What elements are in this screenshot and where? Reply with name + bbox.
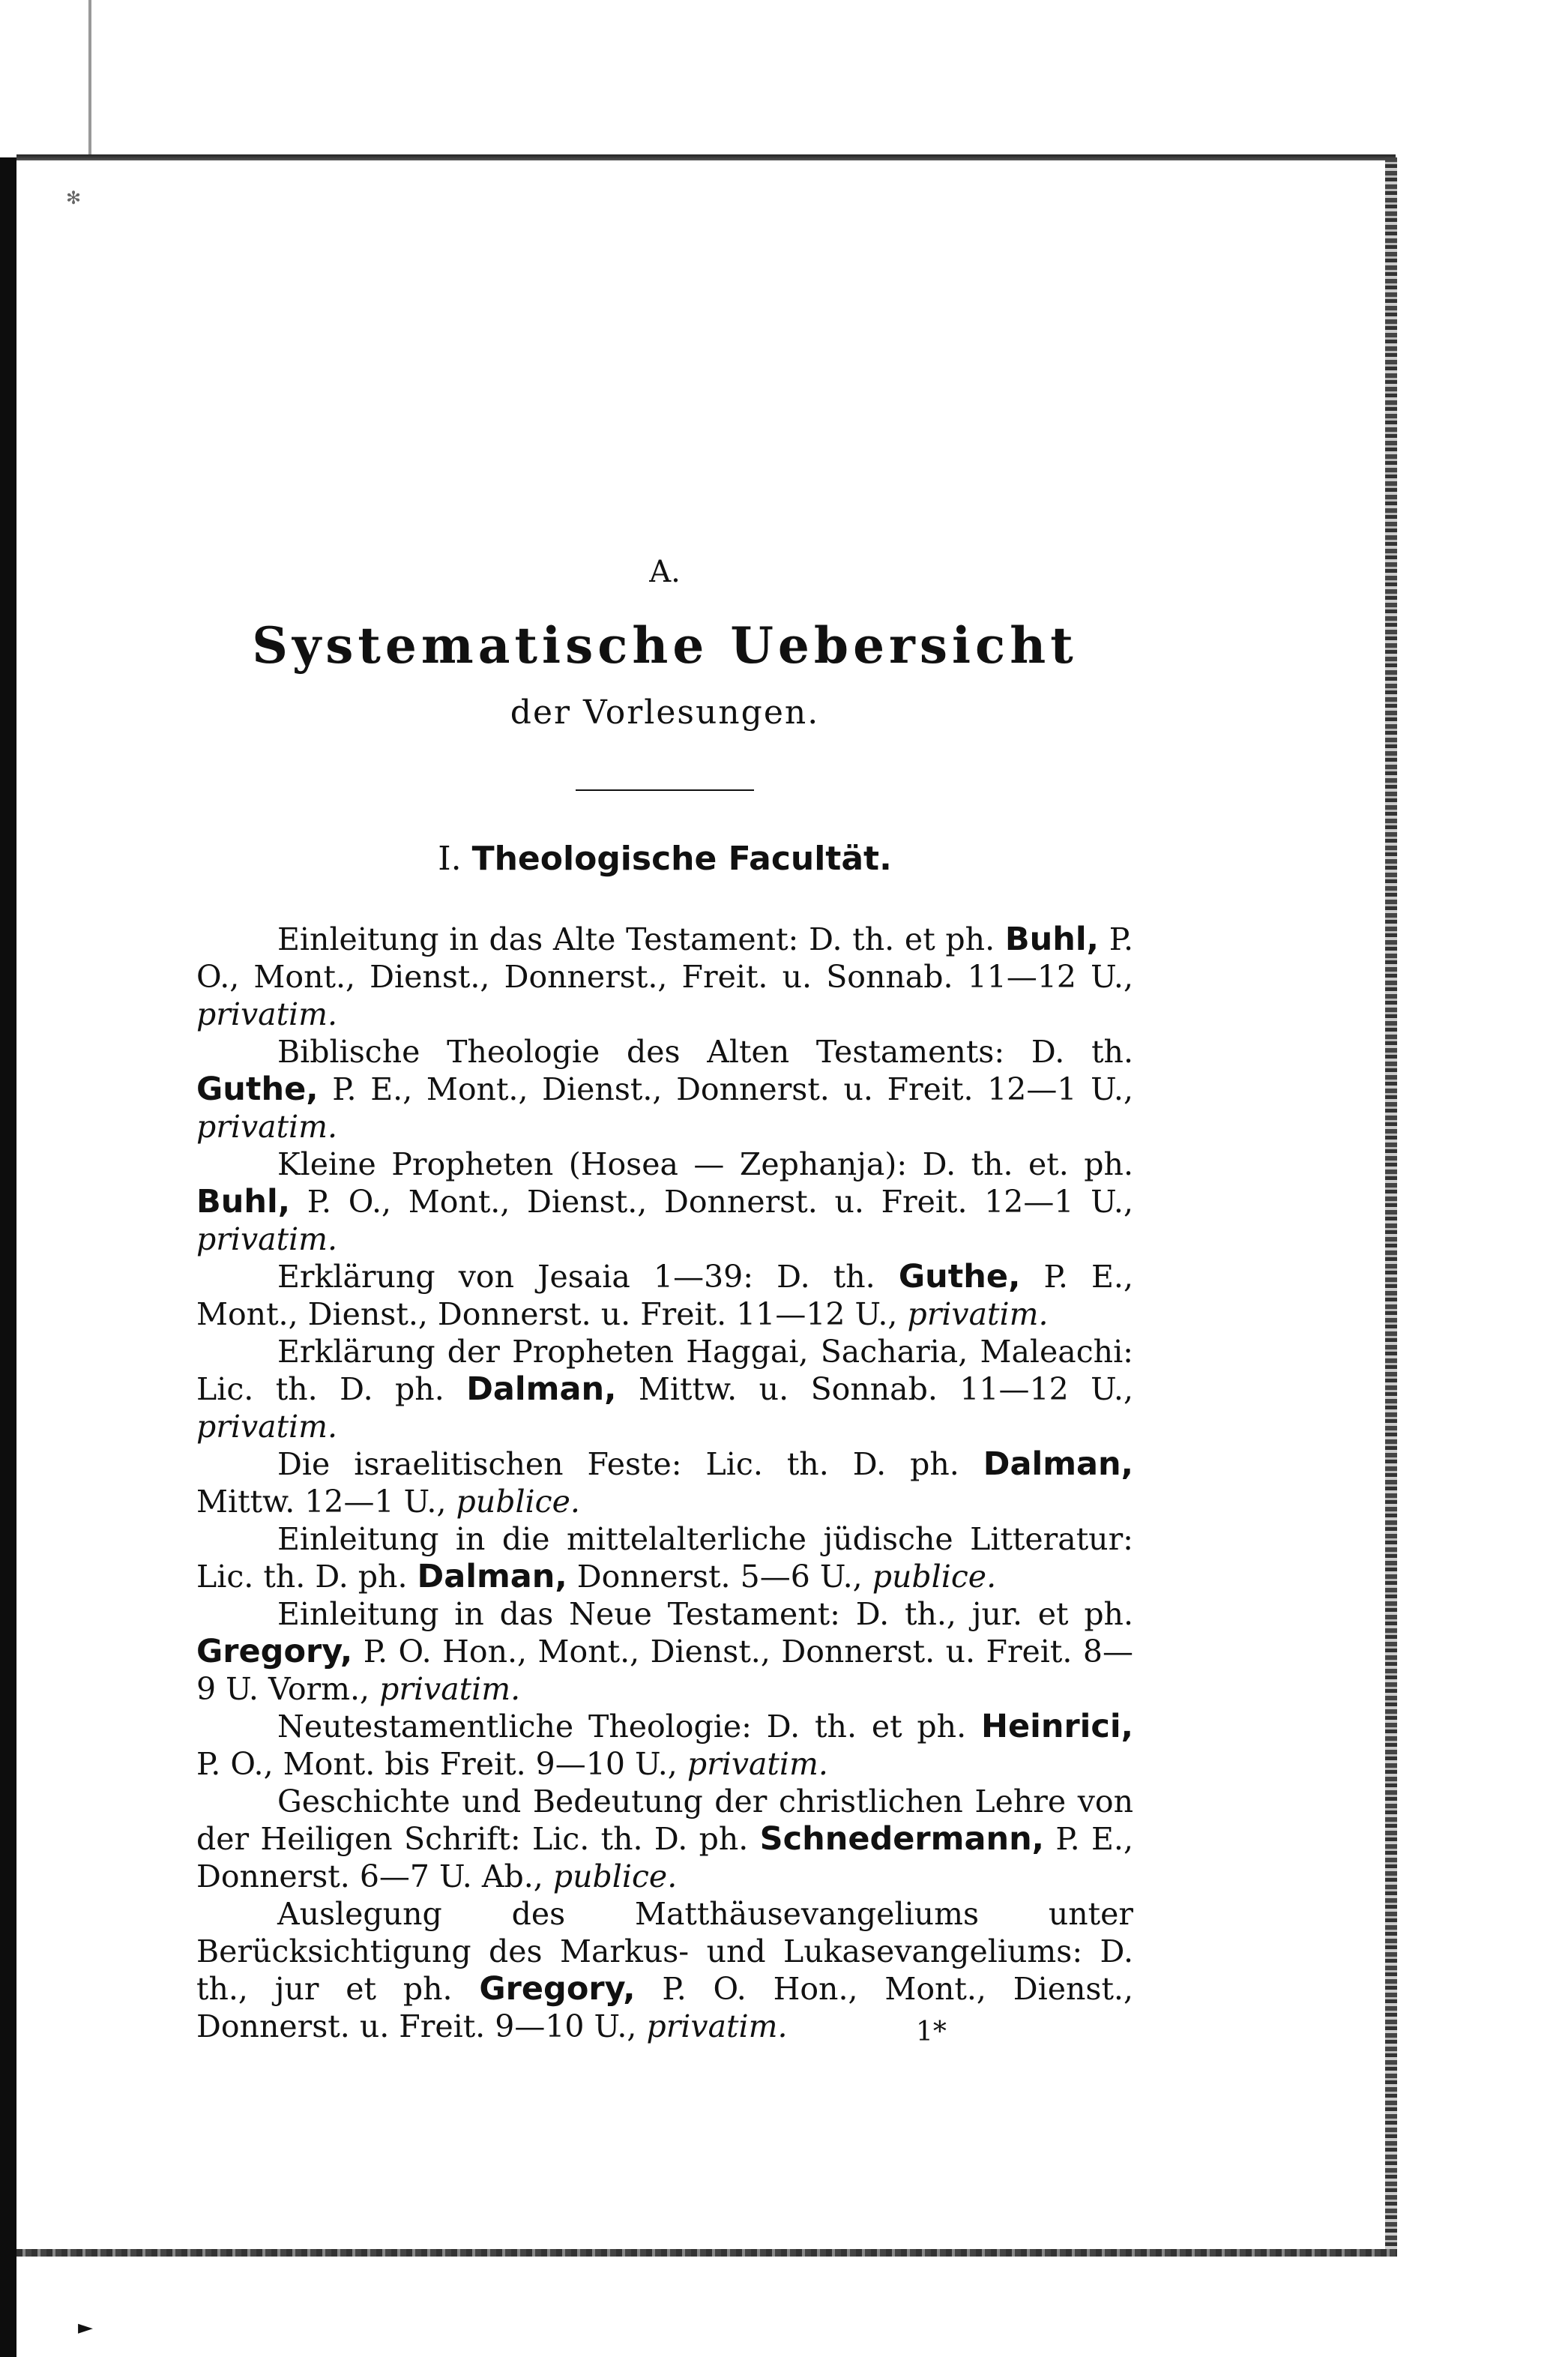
faculty-heading <box>196 840 1133 878</box>
course-mode: privatim. <box>687 1746 828 1782</box>
lecture-entry <box>196 1520 1133 1595</box>
lecture-entry <box>196 1333 1133 1445</box>
faculty-name: Theologische Facultät. <box>471 840 892 878</box>
course-mode: privatim. <box>907 1296 1049 1332</box>
course-mode: privatim. <box>196 996 338 1032</box>
lecturer-name: Schnedermann, <box>759 1820 1045 1858</box>
course-mode: publice. <box>872 1559 997 1595</box>
lecturer-name: Guthe, <box>196 1071 319 1108</box>
lecturer-name: Heinrici, <box>980 1708 1133 1745</box>
course-details: Donnerst. 5—6 U., <box>576 1559 863 1595</box>
course-mode: publice. <box>552 1858 678 1894</box>
course-mode: privatim. <box>196 1221 338 1257</box>
scan-artifact-top-stub <box>88 0 91 154</box>
course-title: Biblische Theologie des Alten Testaments: D. th. <box>277 1034 1133 1070</box>
course-mode: privatim. <box>196 1409 338 1445</box>
course-title: Erklärung der Propheten Haggai, Sacharia, Maleachi: Lic. th. D. ph. <box>196 1334 1133 1407</box>
course-details: P. O., Mont., Dienst., Donnerst. u. Freit. 12—1 U., <box>307 1184 1133 1220</box>
course-mode: privatim. <box>379 1671 521 1707</box>
course-title: Einleitung in das Alte Testament: D. th. et ph. <box>277 921 995 957</box>
lecturer-name: Dalman, <box>466 1370 617 1408</box>
course-details: P. E., Mont., Dienst., Donnerst. u. Freit. 12—1 U., <box>332 1071 1133 1107</box>
lecture-entry <box>196 1595 1133 1708</box>
course-title: Auslegung des Matthäusevangeliums unter Berücksichtigung des Markus- und Lukasevangeliums: D. th., jur et ph. <box>196 1896 1133 2007</box>
course-title: Neutestamentliche Theologie: D. th. et ph. <box>277 1709 967 1745</box>
scan-artifact-bottom-edge <box>16 2249 1397 2257</box>
lecture-entry <box>196 921 1133 1033</box>
faculty-number: I. <box>438 840 462 878</box>
page-title: Systematische Uebersicht <box>252 616 1078 675</box>
lecturer-name: Gregory, <box>196 1633 353 1670</box>
course-title: Kleine Propheten (Hosea — Zephanja): D. th. et. ph. <box>277 1146 1133 1182</box>
signature-mark: 1* <box>916 2017 947 2047</box>
scan-speck-icon: ✻ <box>66 187 82 208</box>
course-title: Einleitung in das Neue Testament: D. th., jur. et ph. <box>277 1596 1133 1632</box>
course-details: Mittw. u. Sonnab. 11—12 U., <box>638 1371 1133 1407</box>
scan-artifact-left-edge <box>0 157 16 2357</box>
course-details: P. E., Donnerst. 6—7 U. Ab., <box>196 1821 1133 1894</box>
lecture-entry <box>196 1708 1133 1783</box>
title-divider <box>576 789 754 791</box>
lecturer-name: Guthe, <box>898 1258 1021 1295</box>
course-title: Erklärung von Jesaia 1—39: D. th. <box>277 1259 875 1295</box>
lecturer-name: Buhl, <box>196 1183 291 1220</box>
lecturer-name: Dalman, <box>983 1445 1133 1483</box>
lecturer-name: Buhl, <box>1004 921 1099 958</box>
section-letter: A. <box>649 555 681 589</box>
course-mode: publice. <box>456 1484 580 1520</box>
lecture-entry <box>196 1258 1133 1333</box>
lecturer-name: Dalman, <box>417 1558 567 1595</box>
course-details: P. O., Mont., Dienst., Donnerst., Freit. u. Sonnab. 11—12 U., <box>196 921 1133 995</box>
scan-arrow-icon: ► <box>78 2317 93 2339</box>
lecture-entry <box>196 1783 1133 1895</box>
course-details: Mittw. 12—1 U., <box>196 1484 447 1520</box>
lecture-entry <box>196 1445 1133 1520</box>
page-subtitle: der Vorlesungen. <box>510 693 820 732</box>
scan-artifact-right-edge <box>1385 157 1397 2257</box>
scan-artifact-top-edge <box>16 154 1396 160</box>
course-mode: privatim. <box>196 1109 338 1145</box>
course-details: P. O. Hon., Mont., Dienst., Donnerst. u. Freit. 9—10 U., <box>196 1971 1133 2044</box>
course-details: P. O. Hon., Mont., Dienst., Donnerst. u. Freit. 8—9 U. Vorm., <box>196 1634 1133 1707</box>
course-title: Einleitung in die mittelalterliche jüdische Litteratur: Lic. th. D. ph. <box>196 1521 1133 1595</box>
course-title: Die israelitischen Feste: Lic. th. D. ph. <box>277 1446 959 1482</box>
lecture-list <box>196 921 1133 2045</box>
lecture-entry <box>196 1895 1133 2045</box>
lecture-entry <box>196 1033 1133 1146</box>
course-title: Geschichte und Bedeutung der christlichen Lehre von der Heiligen Schrift: Lic. th. D. ph. <box>196 1783 1133 1857</box>
lecturer-name: Gregory, <box>479 1970 636 2008</box>
lecture-entry <box>196 1146 1133 1258</box>
course-mode: privatim. <box>646 2008 788 2044</box>
course-details: P. O., Mont. bis Freit. 9—10 U., <box>196 1746 678 1782</box>
course-details: P. E., Mont., Dienst., Donnerst. u. Freit. 11—12 U., <box>196 1259 1133 1332</box>
